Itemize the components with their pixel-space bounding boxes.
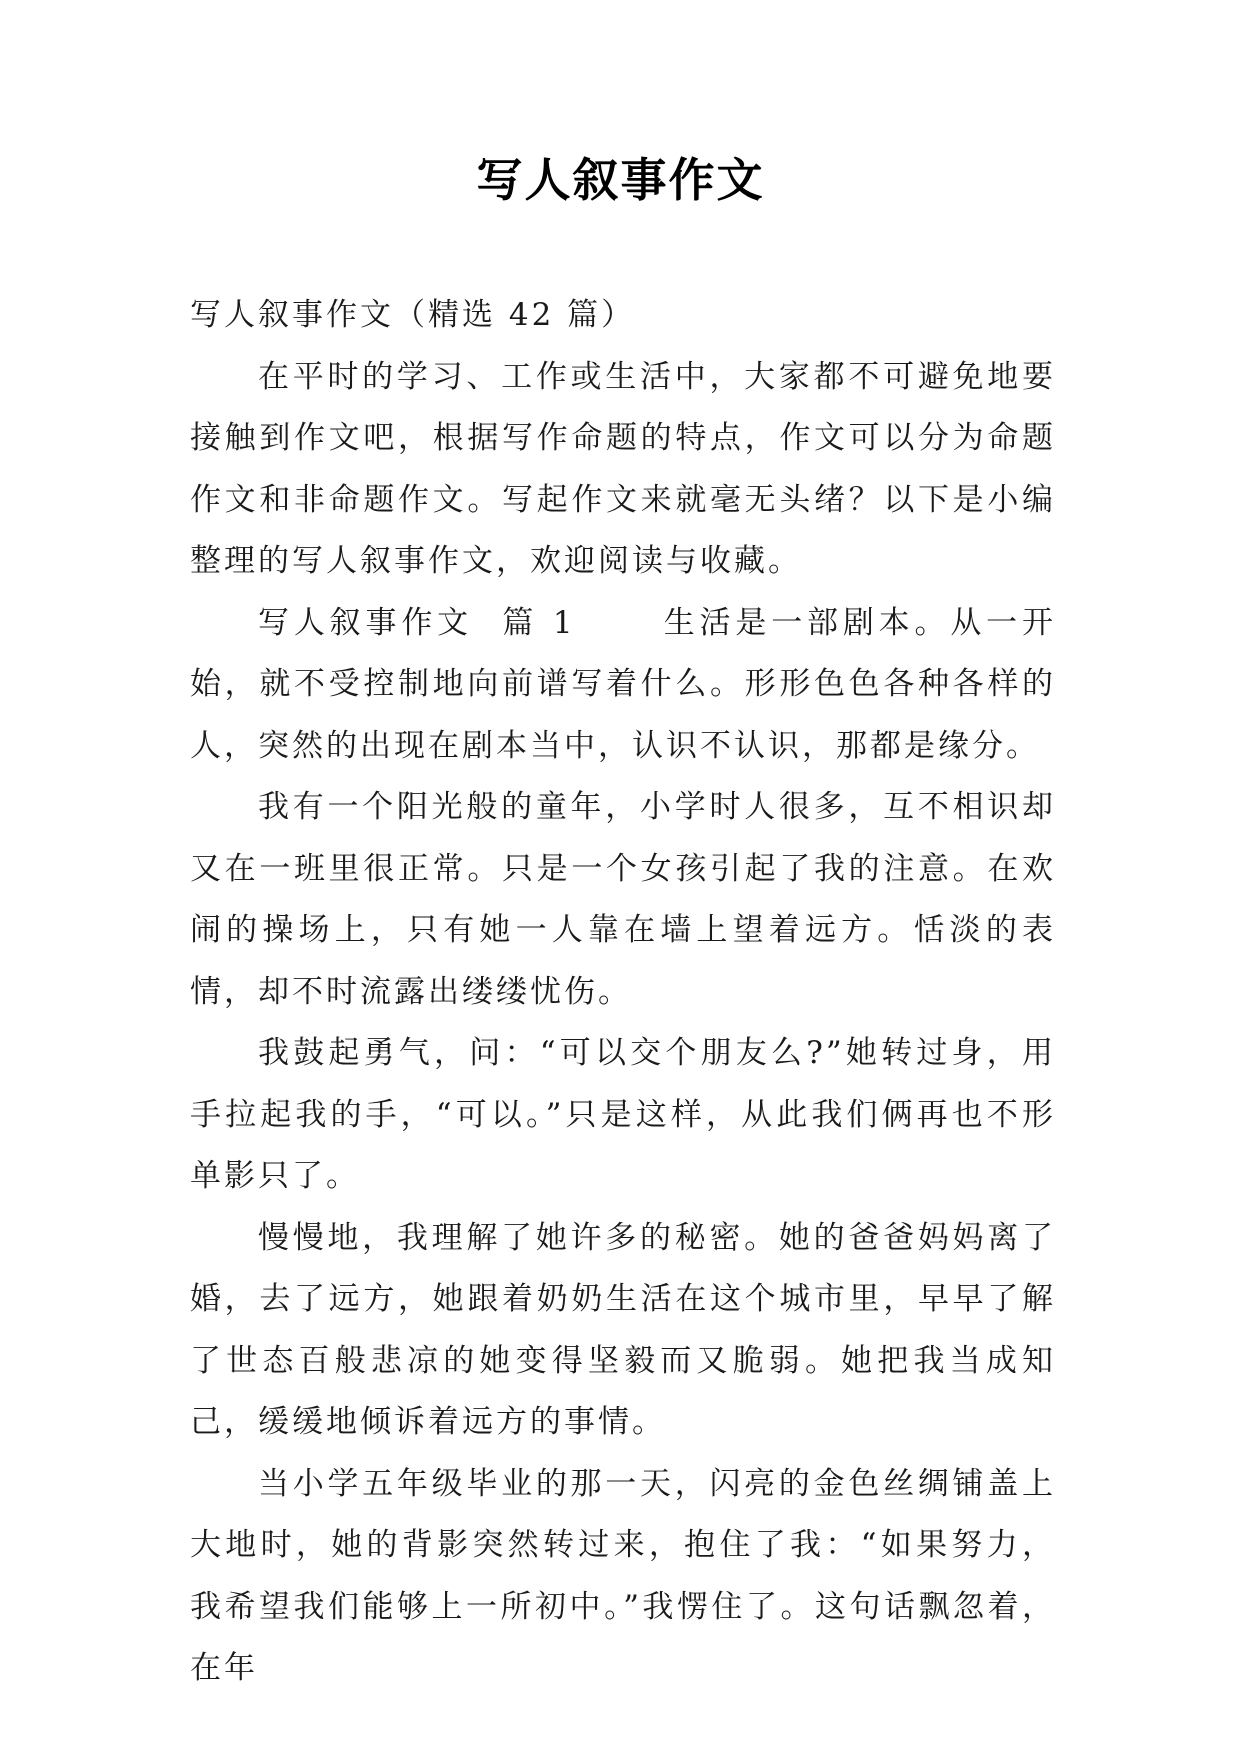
- section-1-lead: 生活是一部剧本。从一开始，就不受控制地向前谱写着什么。形形色色各种各样的人，突然的出现在剧本当中，认识不认识，那都是缘分。: [190, 604, 1057, 764]
- section-1-paragraph: [190, 593, 1056, 778]
- body-paragraph: 我有一个阳光般的童年，小学时人很多，互不相识却又在一班里很正常。只是一个女孩引起了我的注意。在欢闹的操场上，只有她一人靠在墙上望着远方。恬淡的表情，却不时流露出缕缕忧伤。: [190, 789, 1056, 1010]
- document-body: [190, 285, 1056, 1700]
- body-paragraph: 慢慢地，我理解了她许多的秘密。她的爸爸妈妈离了婚，去了远方，她跟着奶奶生活在这个城市里，早早了解了世态百般悲凉的她变得坚毅而又脆弱。她把我当成知己，缓缓地倾诉着远方的事情。: [190, 1219, 1056, 1440]
- intro-paragraph: 在平时的学习、工作或生活中，大家都不可避免地要接触到作文吧，根据写作命题的特点，作文可以分为命题作文和非命题作文。写起作文来就毫无头绪？以下是小编整理的写人叙事作文，欢迎阅读与收藏。: [190, 358, 1056, 579]
- document-title: 写人叙事作文: [476, 153, 765, 207]
- section-1-heading: 写人叙事作文 篇 1: [258, 604, 576, 641]
- document-subtitle: 写人叙事作文（精选 42 篇）: [190, 297, 636, 333]
- body-paragraph: 当小学五年级毕业的那一天，闪亮的金色丝绸铺盖上大地时，她的背影突然转过来，抱住了我：“如果努力，我希望我们能够上一所初中。”我愣住了。这句话飘忽着，在年: [190, 1465, 1056, 1686]
- body-paragraph: 我鼓起勇气，问：“可以交个朋友么?”她转过身，用手拉起我的手，“可以。”只是这样，从此我们俩再也不形单影只了。: [190, 1035, 1056, 1194]
